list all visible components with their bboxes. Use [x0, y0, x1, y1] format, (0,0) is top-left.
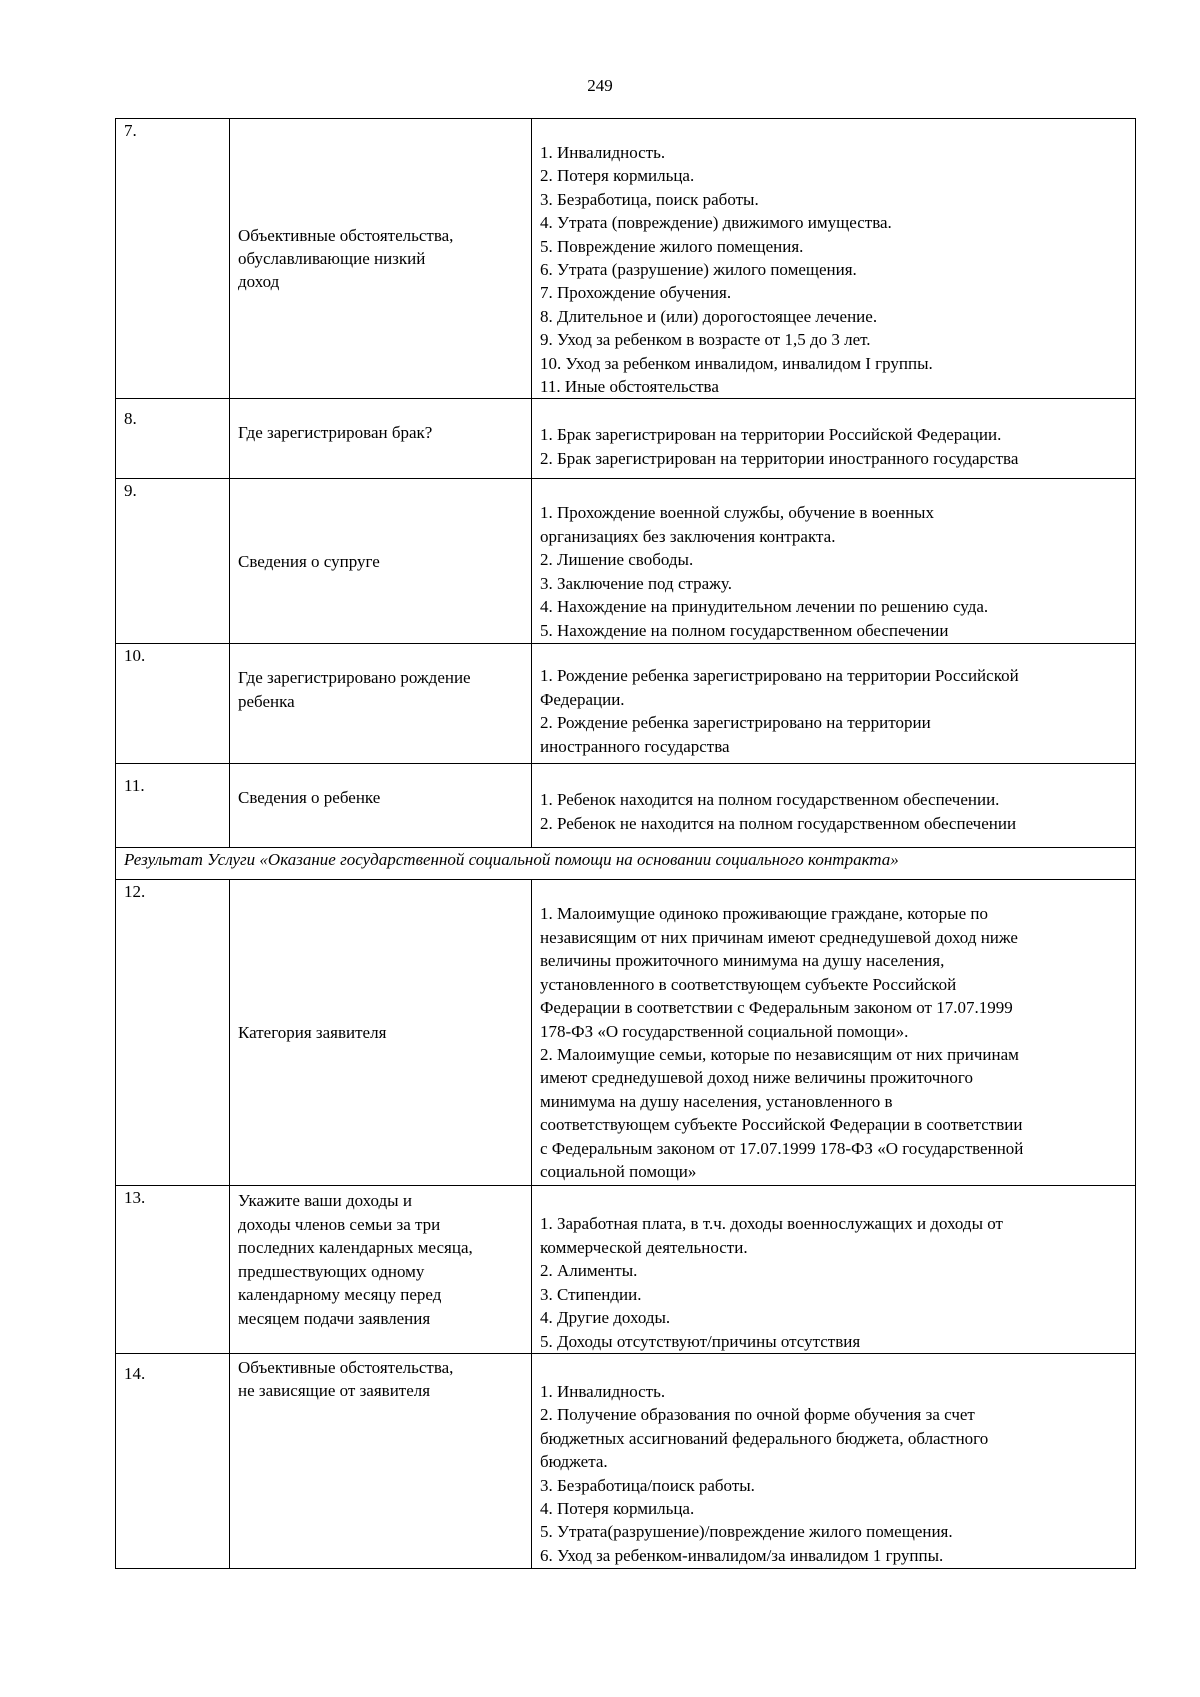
answer-line: минимума на душу населения, установленного в	[540, 1091, 893, 1111]
table-row	[116, 880, 1136, 1186]
answer-line: 4. Потеря кормильца.	[540, 1498, 695, 1518]
table-row	[116, 399, 1136, 479]
section-title: Результат Услуги «Оказание государственной социальной помощи на основании социального контракта»	[116, 848, 1136, 880]
answers-cell	[532, 644, 1136, 764]
answer-line: 6. Утрата (разрушение) жилого помещения.	[540, 260, 857, 280]
question-line: доход	[238, 272, 280, 292]
answer-line: коммерческой деятельности.	[540, 1237, 748, 1257]
answer-line: 5. Утрата(разрушение)/повреждение жилого помещения.	[540, 1522, 953, 1542]
question-line: Объективные обстоятельства,	[238, 1357, 454, 1377]
question-line: Сведения о ребенке	[238, 788, 381, 808]
row-number: 11.	[116, 764, 230, 848]
row-number: 9.	[116, 479, 230, 644]
answer-line: 1. Рождение ребенка зарегистрировано на территории Российской	[540, 666, 1019, 686]
criteria-table	[115, 118, 1136, 1569]
question-line: Объективные обстоятельства,	[238, 225, 454, 245]
answer-line: 4. Нахождение на принудительном лечении по решению суда.	[540, 597, 989, 617]
answer-line: имеют среднедушевой доход ниже величины прожиточного	[540, 1068, 973, 1088]
question-line: ребенка	[238, 691, 295, 711]
answer-line: 3. Стипендии.	[540, 1284, 642, 1304]
table-row	[116, 1353, 1136, 1568]
question-cell	[230, 764, 532, 848]
answer-line: 4. Другие доходы.	[540, 1308, 671, 1328]
answer-line: 2. Лишение свободы.	[540, 550, 694, 570]
answer-line: 2. Брак зарегистрирован на территории иностранного государства	[540, 448, 1019, 468]
answer-line: 6. Уход за ребенком-инвалидом/за инвалидом 1 группы.	[540, 1545, 944, 1565]
answer-line: 3. Безработица, поиск работы.	[540, 189, 759, 209]
answer-line: 4. Утрата (повреждение) движимого имущества.	[540, 213, 892, 233]
row-number: 8.	[116, 399, 230, 479]
row-number: 10.	[116, 644, 230, 764]
question-cell	[230, 479, 532, 644]
answer-line: 178-ФЗ «О государственной социальной помощи».	[540, 1021, 909, 1041]
answer-line: 9. Уход за ребенком в возрасте от 1,5 до 3 лет.	[540, 330, 871, 350]
answer-line: 3. Безработица/поиск работы.	[540, 1475, 755, 1495]
answer-line: 5. Доходы отсутствуют/причины отсутствия	[540, 1331, 861, 1351]
question-cell	[230, 644, 532, 764]
answer-line: 2. Ребенок не находится на полном государственном обеспечении	[540, 813, 1017, 833]
answer-line: 5. Повреждение жилого помещения.	[540, 236, 804, 256]
answer-line: 2. Рождение ребенка зарегистрировано на территории	[540, 713, 931, 733]
answer-line: независящим от них причинам имеют среднедушевой доход ниже	[540, 927, 1018, 947]
question-line: Где зарегистрировано рождение	[238, 668, 471, 688]
question-line: календарному месяцу перед	[238, 1285, 442, 1305]
answer-line: Федерации в соответствии с Федеральным законом от 17.07.1999	[540, 998, 1013, 1018]
question-line: обуславливающие низкий	[238, 249, 426, 269]
question-cell	[230, 1186, 532, 1353]
answer-line: 1. Инвалидность.	[540, 143, 666, 162]
answers-cell	[532, 880, 1136, 1186]
answer-line: 2. Малоимущие семьи, которые по независящим от них причинам	[540, 1044, 1019, 1064]
answers-cell	[532, 764, 1136, 848]
answer-line: с Федеральным законом от 17.07.1999 178-ФЗ «О государственной	[540, 1138, 1024, 1158]
answer-line: 3. Заключение под стражу.	[540, 573, 732, 593]
answer-line: иностранного государства	[540, 736, 730, 756]
question-line: доходы членов семьи за три	[238, 1214, 441, 1234]
answer-line: установленного в соответствующем субъекте Российской	[540, 974, 957, 994]
answer-line: 1. Ребенок находится на полном государственном обеспечении.	[540, 790, 1000, 810]
answer-line: 1. Заработная плата, в т.ч. доходы военнослужащих и доходы от	[540, 1214, 1003, 1234]
page-number: 249	[587, 76, 613, 95]
answer-line: 11. Иные обстоятельства	[540, 377, 719, 397]
answer-line: 8. Длительное и (или) дорогостоящее лечение.	[540, 306, 878, 326]
question-line: Категория заявителя	[238, 1023, 387, 1043]
question-line: Сведения о супруге	[238, 551, 380, 571]
row-number: 12.	[116, 880, 230, 1186]
answer-line: 2. Потеря кормильца.	[540, 166, 695, 186]
question-line: последних календарных месяца,	[238, 1238, 473, 1258]
table-row	[116, 119, 1136, 399]
table-row	[116, 644, 1136, 764]
section-row	[116, 848, 1136, 880]
answer-line: 1. Инвалидность.	[540, 1381, 666, 1401]
question-cell	[230, 880, 532, 1186]
answer-line: 1. Прохождение военной службы, обучение в военных	[540, 503, 934, 523]
answer-line: 1. Малоимущие одиноко проживающие граждане, которые по	[540, 904, 988, 924]
row-number: 7.	[116, 119, 230, 399]
answer-line: Федерации.	[540, 689, 625, 709]
question-cell	[230, 119, 532, 399]
answer-line: величины прожиточного минимума на душу населения,	[540, 951, 945, 971]
question-line: Где зарегистрирован брак?	[238, 423, 433, 443]
question-cell	[230, 1353, 532, 1568]
answer-line: 2. Алименты.	[540, 1261, 638, 1281]
table-row	[116, 479, 1136, 644]
answers-cell	[532, 479, 1136, 644]
question-line: предшествующих одному	[238, 1261, 425, 1281]
question-cell	[230, 399, 532, 479]
answer-line: 10. Уход за ребенком инвалидом, инвалидом I группы.	[540, 353, 933, 373]
answer-line: социальной помощи»	[540, 1161, 697, 1181]
table-row	[116, 1186, 1136, 1353]
answers-cell	[532, 399, 1136, 479]
answer-line: организациях без заключения контракта.	[540, 526, 836, 546]
question-line: Укажите ваши доходы и	[238, 1191, 412, 1211]
answer-line: 2. Получение образования по очной форме обучения за счет	[540, 1405, 975, 1425]
answers-cell	[532, 119, 1136, 399]
table-row	[116, 764, 1136, 848]
answer-line: 5. Нахождение на полном государственном обеспечении	[540, 620, 949, 640]
row-number: 14.	[116, 1353, 230, 1568]
answer-line: бюджетных ассигнований федерального бюджета, областного	[540, 1428, 989, 1448]
question-line: месяцем подачи заявления	[238, 1308, 431, 1328]
answers-cell	[532, 1186, 1136, 1353]
answer-line: бюджета.	[540, 1452, 608, 1472]
answers-cell	[532, 1353, 1136, 1568]
question-line: не зависящие от заявителя	[238, 1381, 431, 1401]
answer-line: соответствующем субъекте Российской Федерации в соответствии	[540, 1115, 1023, 1135]
row-number: 13.	[116, 1186, 230, 1353]
answer-line: 1. Брак зарегистрирован на территории Российской Федерации.	[540, 425, 1002, 445]
answer-line: 7. Прохождение обучения.	[540, 283, 732, 303]
